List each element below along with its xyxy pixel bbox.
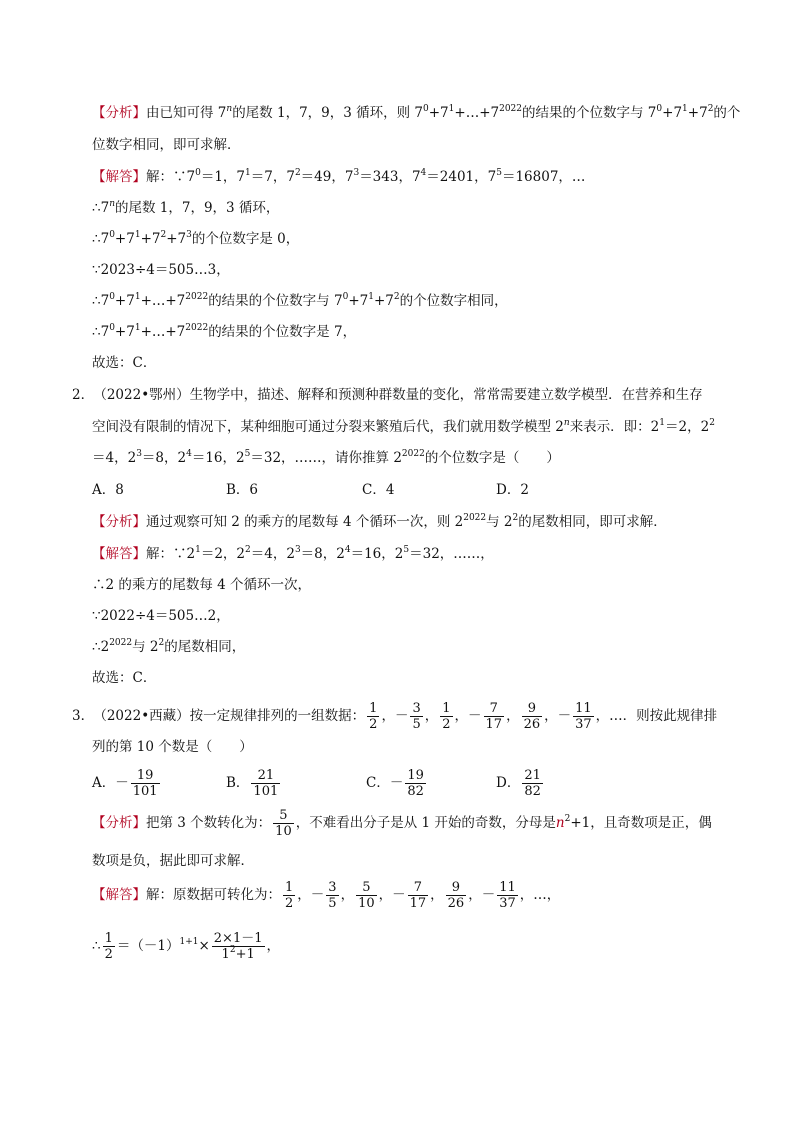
converted-fraction-2: $\frac{5}{10}$ [358, 880, 375, 911]
question-3-line-2: 列的第 10 个数是（ ） [92, 739, 253, 755]
question-2-option-c: C．4 [362, 482, 395, 498]
question-3-option-a: A．－ $\frac{19}{101}$ [92, 766, 162, 800]
question-2-answer-line-3: ∵2022÷4＝505…2， [92, 608, 230, 624]
question-3-sequence: $\frac{1}{2}$ ，－ $\frac{3}{5}$ ， $\frac{1}{2}$ ，－ $\frac{7}{17}$ ， $\frac{9}{26}$ ，－ $\frac{11}{37}$ [365, 708, 595, 724]
analysis-tag: 【分析】 [92, 105, 146, 121]
answer-line-1: 【解答】解：$\because 7^0=1$，$7^1=7$，$7^2=49$，$7^3=343$，$7^4=2401$，$7^5=16807$，… [92, 168, 586, 185]
answer-line-3: $\therefore 7^0+7^1+7^2+7^3$的个位数字是 0， [92, 230, 300, 247]
answer-line-4: ∵2023÷4＝505…3， [92, 262, 230, 278]
sequence-fraction-1: － $\frac{3}{5}$ [394, 701, 421, 732]
answer-line-2: ∴7$^n$的尾数 1，7，9，3 循环， [92, 199, 280, 216]
sequence-fraction-2: $\frac{1}{2}$ [442, 701, 451, 732]
option-fraction: － $\frac{19}{82}$ [389, 768, 424, 799]
converted-fraction-5: － $\frac{11}{37}$ [481, 880, 516, 911]
question-2-answer-choice: 故选：C． [92, 670, 157, 686]
question-2-line-2: 空间没有限制的情况下，某种细胞可通过分裂来繁殖后代，我们就用数学模型 2$^n$来表示．即：$2^1=2$，$2^2$ [92, 418, 715, 435]
question-2-answer-line-2: ∴2 的乘方的尾数每 4 个循环一次， [92, 577, 312, 593]
option-fraction: $\frac{21}{82}$ [524, 768, 541, 799]
answer-choice-1: 故选：C． [92, 355, 157, 371]
sequence-fraction-5: － $\frac{11}{37}$ [557, 701, 592, 732]
question-3-option-b: B． $\frac{21}{101}$ [226, 766, 282, 800]
question-3-line-1: 3． （2022•西藏）按一定规律排列的一组数据： $\frac{1}{2}$ ，－ $\frac{3}{5}$ ， $\frac{1}{2}$ ，－ $\frac{7}{17}$ ， $\frac{9}{26}$ ，－ $\frac{11}{37}$ ，…．则按此规律排 [72, 701, 718, 732]
question-2-option-d: D．2 [496, 482, 529, 498]
answer-line-6: $\therefore 7^0+7^1+\dots+7^{2022}$的结果的个位数字是 7， [92, 323, 357, 340]
question-3-option-d: D． $\frac{21}{82}$ [496, 766, 545, 800]
question-2-line-1: 2． （2022•鄂州）生物学中，描述、解释和预测种群数量的变化，常常需要建立数学模型．在营养和生存 [72, 387, 703, 403]
converted-fraction-3: － $\frac{7}{17}$ [392, 880, 427, 911]
question-2-option-a: A．8 [92, 482, 124, 498]
converted-fraction-1: － $\frac{3}{5}$ [310, 880, 337, 911]
question-3-analysis-line-2: 数项是负，据此即可求解． [92, 853, 254, 869]
question-3-answer-line-1: 【解答】解：原数据可转化为： $\frac{1}{2}$ ，－ $\frac{3}{5}$ ， $\frac{5}{10}$ ，－ $\frac{7}{17}$ ， $\frac{9}{26}$ ，－ $\frac{11}{37}$ ，…， [92, 880, 561, 911]
converted-fraction-4: $\frac{9}{26}$ [447, 880, 465, 911]
analysis-fraction: $\frac{5}{10}$ [275, 808, 292, 839]
question-2-answer-line-4: $\therefore 2^{2022}$与 $2^2$的尾数相同， [92, 638, 246, 655]
question-3-formula: ∴ $\frac{1}{2}$ $=(-1)^{1+1}\times$ $\frac{2\times 1-1}{1^2+1}$ ， [92, 931, 280, 962]
analysis-line-2: 位数字相同，即可求解． [92, 137, 241, 153]
question-3-analysis-line-1: 【分析】把第 3 个数转化为： $\frac{5}{10}$ ，不难看出分子是从 1 开始的奇数，分母是$n^2+1$，且奇数项是正，偶 [92, 808, 712, 839]
converted-fraction-0: $\frac{1}{2}$ [285, 880, 294, 911]
answer-tag: 【解答】 [92, 169, 146, 185]
answer-line-5: $\therefore 7^0+7^1+\dots+7^{2022}$的结果的个位数字与 $7^0+7^1+7^2$的个位数字相同， [92, 292, 508, 309]
sequence-fraction-4: $\frac{9}{26}$ [523, 701, 541, 732]
sequence-fraction-3: － $\frac{7}{17}$ [468, 701, 503, 732]
option-fraction: － $\frac{19}{101}$ [115, 768, 158, 799]
question-2-number: 2． [72, 387, 95, 403]
question-2-option-b: B．6 [226, 482, 259, 498]
answer-sequence: $\frac{1}{2}$ ，－ $\frac{3}{5}$ ， $\frac{5}{10}$ ，－ $\frac{7}{17}$ ， $\frac{9}{26}$ ，－ $\frac{11}{37}$ [281, 887, 520, 903]
option-fraction: $\frac{21}{101}$ [253, 768, 279, 799]
question-3-option-c: C．－ $\frac{19}{82}$ [366, 766, 428, 800]
sequence-fraction-0: $\frac{1}{2}$ [369, 701, 378, 732]
question-2-answer-line-1: 【解答】解：$\because 2^1=2$，$2^2=4$，$2^3=8$，$2^4=16$，$2^5=32$，……， [92, 545, 494, 562]
question-2-line-3: ＝4，$2^3=8$，$2^4=16$，$2^5=32$，……，请你推算 $2^{2022}$的个位数字是（ ） [92, 449, 560, 466]
analysis-line-1: 【分析】由已知可得 7$^n$的尾数 1，7，9，3 循环，则 $7^0+7^1+\dots+7^{2022}$的结果的个位数字与 $7^0+7^1+7^2$的个 [92, 104, 741, 121]
formula-fraction: $\frac{2\times 1-1}{1^2+1}$ [213, 931, 263, 962]
question-2-analysis: 【分析】通过观察可知 2 的乘方的尾数每 4 个循环一次，则 $2^{2022}$与 $2^2$的尾数相同，即可求解． [92, 513, 667, 530]
